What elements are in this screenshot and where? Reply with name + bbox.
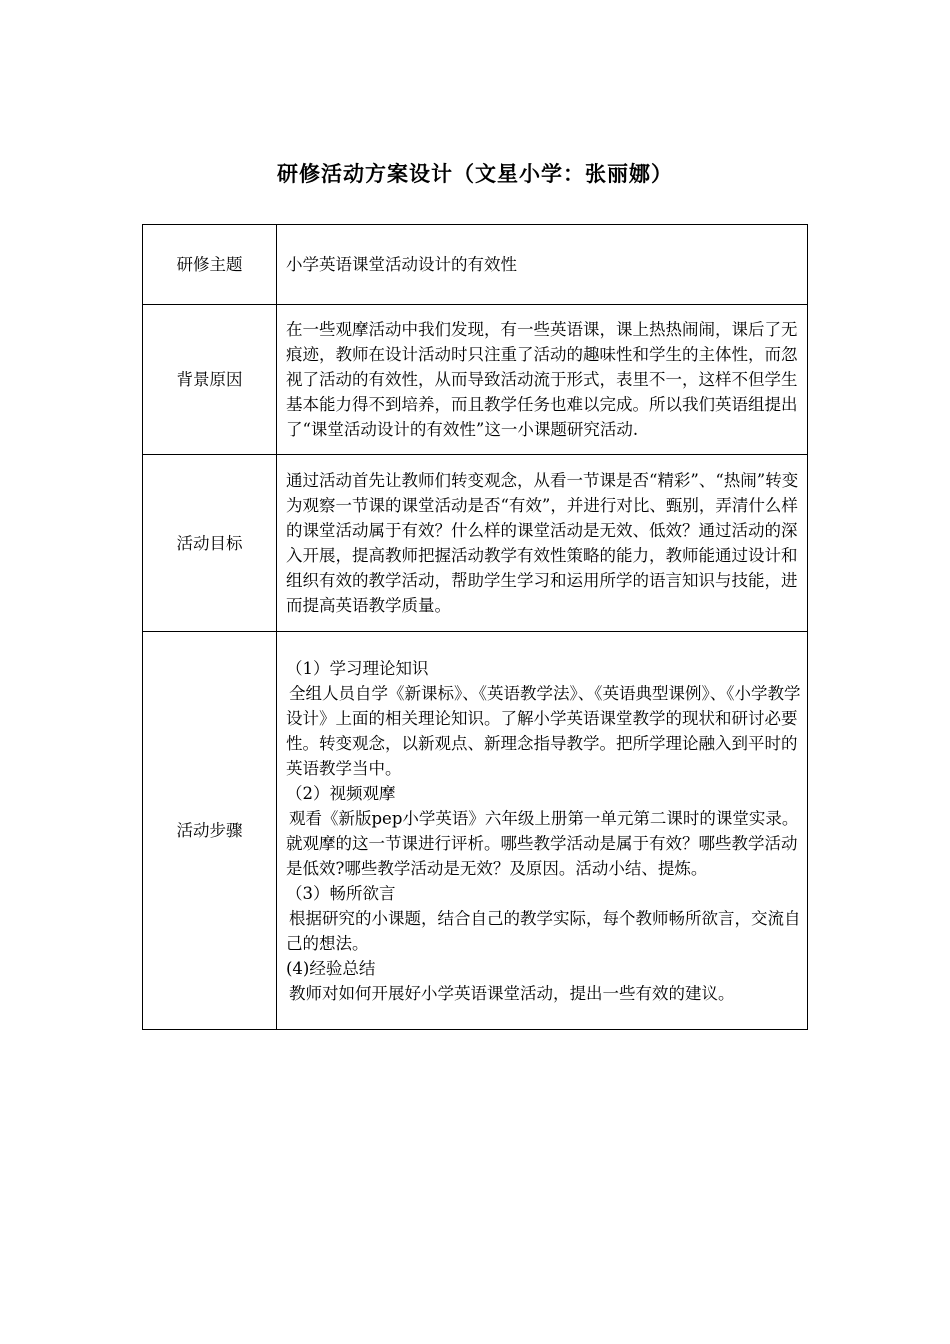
table-row-steps <box>143 632 808 1030</box>
step-3-body: 根据研究的小课题，结合自己的教学实际，每个教师畅所欲言，交流自己的想法。 <box>286 908 801 953</box>
goals-text: 通过活动首先让教师们转变观念，从看一节课是否“精彩”、“热闹”转变为观察一节课的课堂活动是否“有效”，并进行对比、甄别，弄清什么样的课堂活动属于有效？什么样的课堂活动是无效、低效？通过活动的深入开展，提高教师把握活动教学有效性策略的能力，教师能通过设计和组织有效的教学活动，帮助学生学习和运用所学的语言知识与技能，进而提高英语教学质量。 <box>286 471 799 615</box>
table-row-background <box>143 305 808 455</box>
row-label-topic: 研修主题 <box>143 225 277 305</box>
table-row-topic <box>143 225 808 305</box>
activity-plan-table <box>142 224 808 1030</box>
step-2-title: （2）视频观摩 <box>286 783 396 803</box>
row-content-goals <box>277 455 808 632</box>
row-content-topic <box>277 225 808 305</box>
row-label-background: 背景原因 <box>143 305 277 455</box>
row-label-steps: 活动步骤 <box>143 632 277 1030</box>
row-content-background <box>277 305 808 455</box>
step-2-body: 观看《新版pep小学英语》六年级上册第一单元第二课时的课堂实录。就观摩的这一节课进行评析。哪些教学活动是属于有效？哪些教学活动是低效?哪些教学活动是无效？及原因。活动小结、提炼。 <box>286 808 799 878</box>
step-3-title: （3）畅所欲言 <box>286 883 396 903</box>
table-row-goals <box>143 455 808 632</box>
step-1-body: 全组人员自学《新课标》、《英语教学法》、《英语典型课例》、《小学教学设计》上面的相关理论知识。了解小学英语课堂教学的现状和研讨必要性。转变观念，以新观点、新理念指导教学。把所学理论融入到平时的英语教学当中。 <box>286 683 801 778</box>
document-title: 研修活动方案设计（文星小学：张丽娜） <box>277 161 673 186</box>
step-4-body: 教师对如何开展好小学英语课堂活动，提出一些有效的建议。 <box>289 983 735 1003</box>
row-label-goals: 活动目标 <box>143 455 277 632</box>
background-text: 在一些观摩活动中我们发现，有一些英语课，课上热热闹闹，课后了无痕迹，教师在设计活动时只注重了活动的趣味性和学生的主体性，而忽视了活动的有效性，从而导致活动流于形式，表里不一，这样不但学生基本能力得不到培养，而且教学任务也难以完成。所以我们英语组提出了“课堂活动设计的有效性”这一小课题研究活动. <box>286 320 798 439</box>
step-1-title: （1）学习理论知识 <box>286 658 429 678</box>
topic-text: 小学英语课堂活动设计的有效性 <box>286 255 517 274</box>
row-content-steps <box>277 632 808 1030</box>
step-4-title: (4)经验总结 <box>286 958 376 978</box>
